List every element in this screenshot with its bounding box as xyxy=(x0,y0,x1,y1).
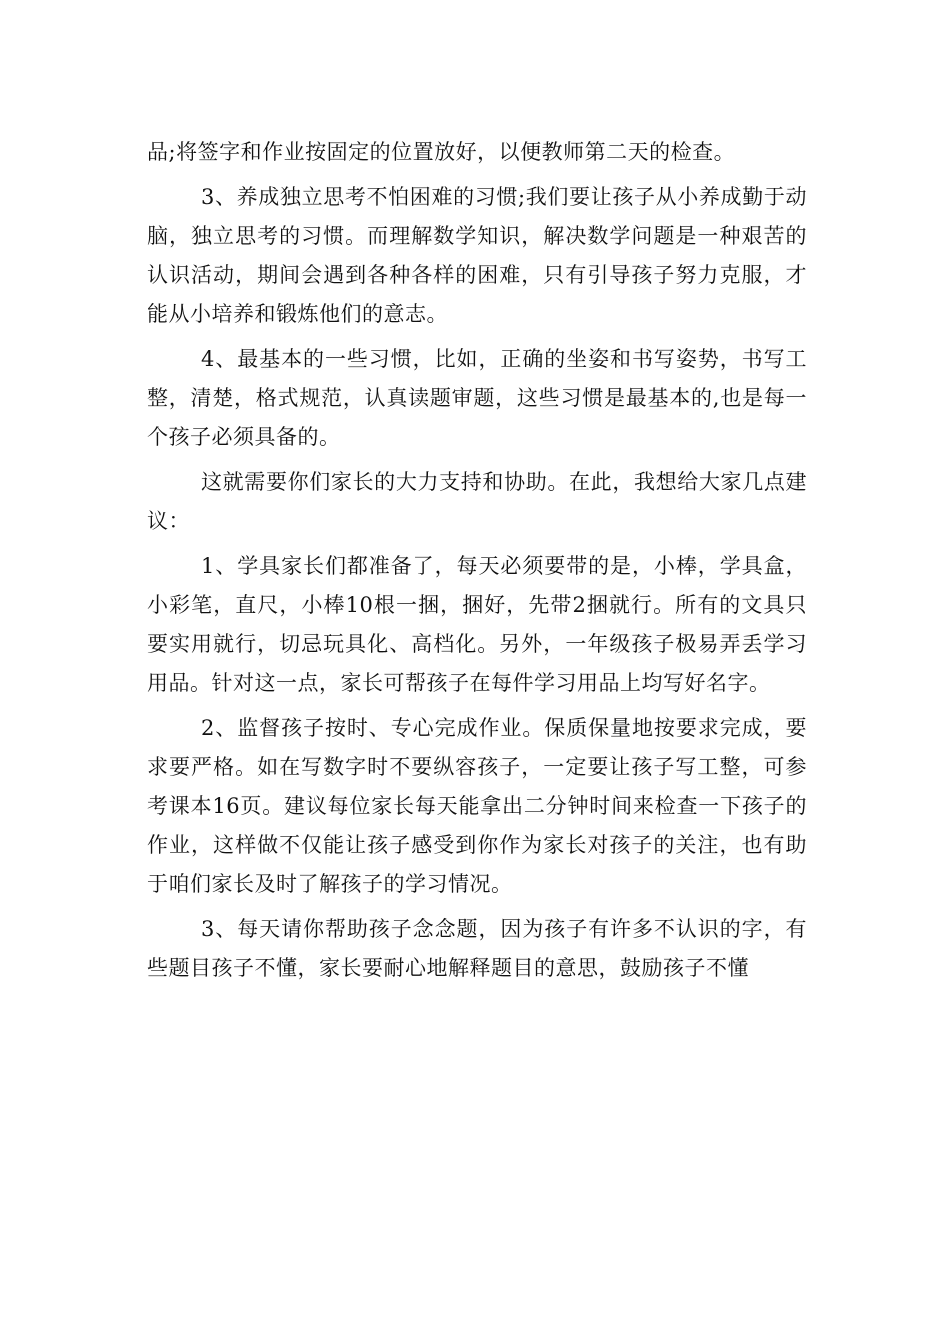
paragraph-7: 3、每天请你帮助孩子念念题，因为孩子有许多不认识的字，有些题目孩子不懂，家长要耐心地解释题目的意思，鼓励孩子不懂 xyxy=(147,917,807,980)
document-body xyxy=(147,133,807,994)
paragraph-2: 3、养成独立思考不怕困难的习惯;我们要让孩子从小养成勤于动脑，独立思考的习惯。而理解数学知识，解决数学问题是一种艰苦的认识活动，期间会遇到各种各样的困难，只有引导孩子努力克服，才能从小培养和锻炼他们的意志。 xyxy=(147,185,807,326)
paragraph-1: 品;将签字和作业按固定的位置放好，以便教师第二天的检查。 xyxy=(147,140,736,164)
paragraph-4: 这就需要你们家长的大力支持和协助。在此，我想给大家几点建议： xyxy=(147,470,807,533)
paragraph-6: 2、监督孩子按时、专心完成作业。保质保量地按要求完成，要求要严格。如在写数字时不要纵容孩子，一定要让孩子写工整，可参考课本16页。建议每位家长每天能拿出二分钟时间来检查一下孩子的作业，这样做不仅能让孩子感受到你作为家长对孩子的关注，也有助于咱们家长及时了解孩子的学习情况。 xyxy=(147,716,807,896)
paragraph-5: 1、学具家长们都准备了，每天必须要带的是，小棒，学具盒，小彩笔，直尺，小棒10根一捆，捆好，先带2捆就行。所有的文具只要实用就行，切忌玩具化、高档化。另外，一年级孩子极易弄丢学习用品。针对这一点，家长可帮孩子在每件学习用品上均写好名字。 xyxy=(147,554,807,695)
paragraph-3: 4、最基本的一些习惯，比如，正确的坐姿和书写姿势，书写工整，清楚，格式规范，认真读题审题，这些习惯是最基本的,也是每一个孩子必须具备的。 xyxy=(147,347,807,449)
